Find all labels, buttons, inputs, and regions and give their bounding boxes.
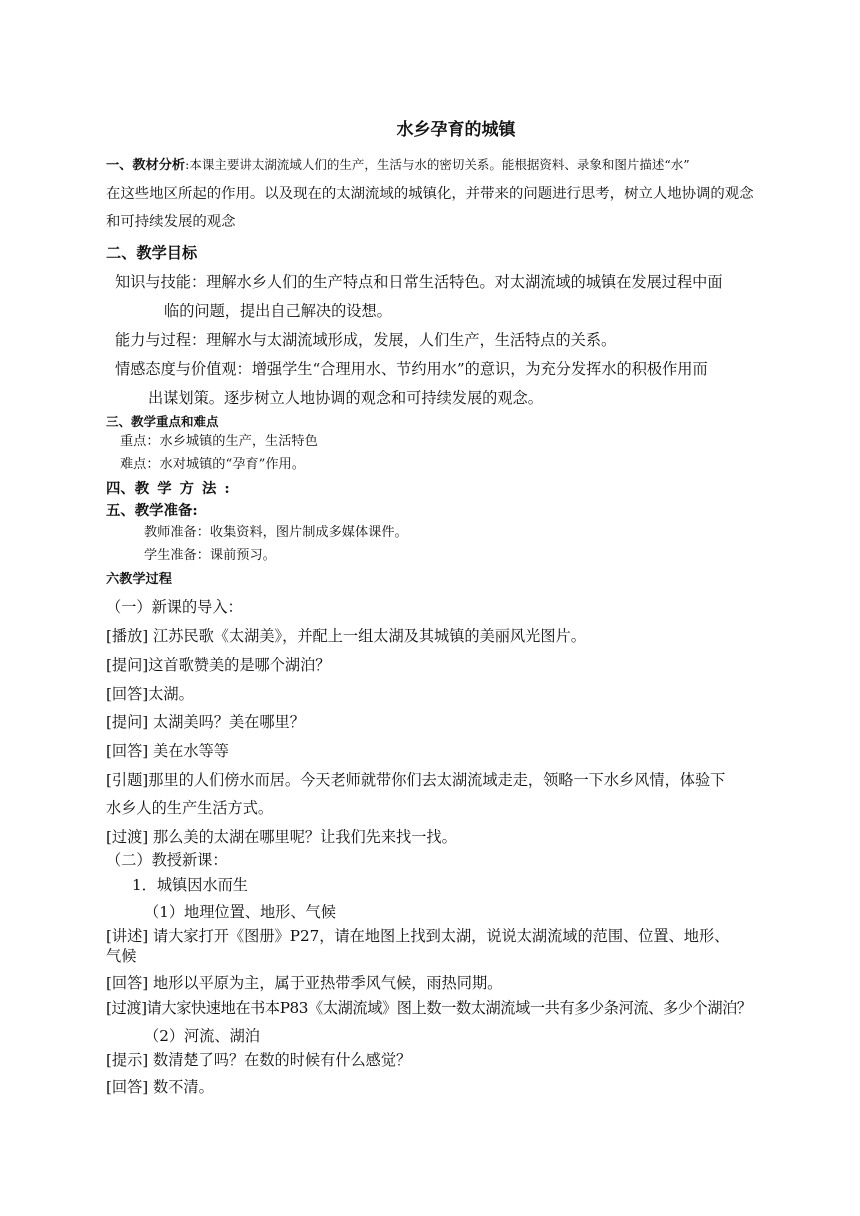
section-1-text: :本课主要讲太湖流域人们的生产，生活与水的密切关系。能根据资料、录象和图片描述“水” (185, 157, 690, 172)
process-line: [讲述] 请大家打开《图册》P27，请在地图上找到太湖，说说太湖流域的范围、位置、地形、 (106, 927, 730, 945)
student-preparation: 学生准备：课前预习。 (144, 548, 276, 563)
section-1-line-1 (106, 157, 690, 174)
process-line: （2）河流、湖泊 (144, 1027, 260, 1045)
section-4-heading (106, 480, 238, 497)
process-line: [回答] 地形以平原为主，属于亚热带季风气候，雨热同期。 (106, 974, 503, 992)
section-1-line-2: 在这些地区所起的作用。以及现在的太湖流域的城镇化，并带来的问题进行思考，树立人地协调的观念 (106, 186, 754, 202)
objective-ability: 能力与过程：理解水与太湖流域形成，发展，人们生产，生活特点的关系。 (115, 331, 617, 349)
process-line: 气候 (106, 947, 137, 965)
process-line: 水乡人的生产生活方式。 (106, 799, 274, 817)
section-2-heading: 二、教学目标 (106, 244, 198, 262)
difficult-point: 难点：水对城镇的“孕育”作用。 (120, 457, 305, 472)
process-line: [提问]这首歌赞美的是哪个湖泊？ (106, 656, 331, 674)
objective-attitude-cont: 出谋划策。逐步树立人地协调的观念和可持续发展的观念。 (148, 389, 543, 407)
objective-knowledge: 知识与技能：理解水乡人们的生产特点和日常生活特色。对太湖流域的城镇在发展过程中面 (115, 273, 723, 291)
process-line: [回答]太湖。 (106, 685, 194, 703)
process-line: （二）教授新课： (106, 851, 228, 869)
document-title: 水乡孕育的城镇 (396, 120, 516, 140)
section-6-heading: 六教学过程 (106, 572, 172, 587)
process-line: [提问] 太湖美吗？美在哪里？ (106, 713, 305, 731)
process-line: （1）地理位置、地形、气候 (144, 903, 336, 921)
process-line: [引题]那里的人们傍水而居。今天老师就带你们去太湖流域走走，领略一下水乡风情，体验下 (106, 771, 726, 789)
process-line: [回答] 美在水等等 (106, 742, 229, 760)
process-line: [过渡]请大家快速地在书本P83《太湖流域》图上数一数太湖流域一共有多少条河流、多少个湖泊？ (106, 999, 752, 1017)
section-5-heading: 五、教学准备: (106, 502, 198, 519)
process-line: [回答] 数不清。 (106, 1078, 214, 1096)
section-1-heading: 一、教材分析 (106, 158, 186, 173)
objective-knowledge-cont: 临的问题，提出自己解决的设想。 (164, 302, 392, 320)
teacher-preparation: 教师准备：收集资料，图片制成多媒体课件。 (144, 525, 408, 540)
section-1-line-3: 和可持续发展的观念 (106, 214, 236, 230)
section-3-heading: 三、教学重点和难点 (106, 414, 219, 429)
key-point: 重点：水乡城镇的生产，生活特色 (120, 434, 318, 449)
process-line: （一）新课的导入： (106, 598, 243, 616)
objective-attitude: 情感态度与价值观：增强学生“合理用水、节约用水”的意识，为充分发挥水的积极作用而 (115, 360, 708, 378)
section-4-prefix: 四、 (106, 480, 135, 497)
process-line: 1．城镇因水而生 (132, 876, 248, 894)
process-line: [播放] 江苏民歌《太湖美》，并配上一组太湖及其城镇的美丽风光图片。 (106, 627, 586, 645)
process-line: [过渡] 那么美的太湖在哪里呢？让我们先来找一找。 (106, 828, 457, 846)
process-line: [提示] 数清楚了吗？在数的时候有什么感觉？ (106, 1051, 412, 1069)
section-4-title: 教学方法: (134, 480, 238, 497)
